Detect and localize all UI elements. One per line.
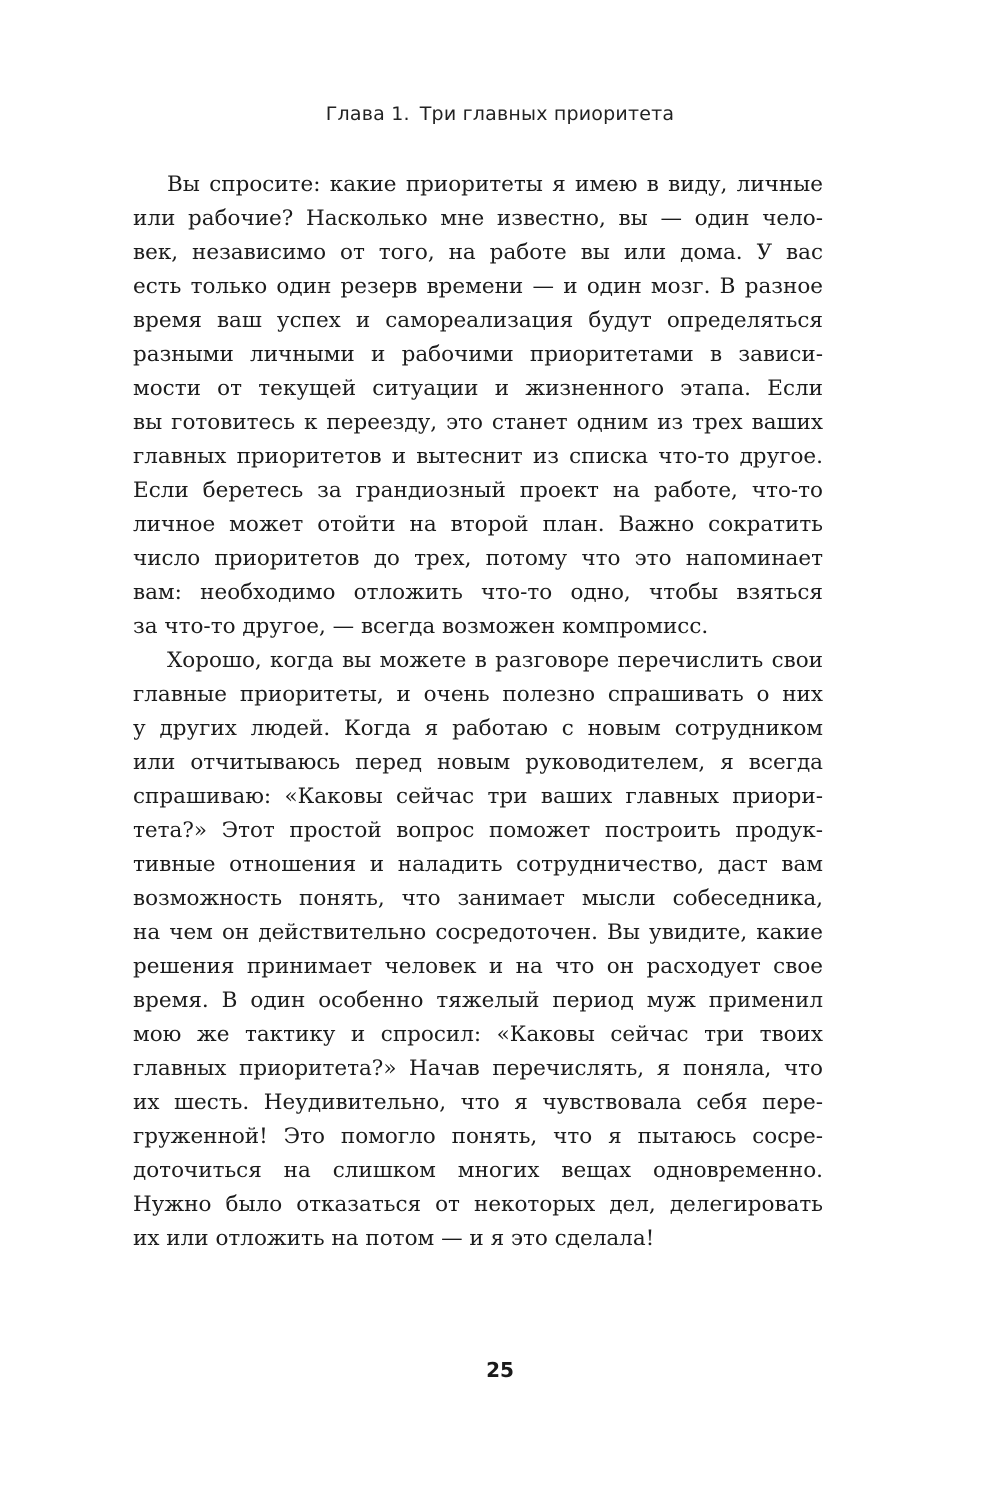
text-line: есть только один резерв времени — и один мозг. В разное: [133, 274, 823, 299]
page-number: 25: [486, 1358, 514, 1382]
text-line: у других людей. Когда я работаю с новым сотрудником: [133, 716, 823, 741]
text-line: за что-то другое, — всегда возможен компромисс.: [133, 614, 709, 639]
body-text: [133, 168, 823, 1256]
text-line: их шесть. Неудивительно, что я чувствовала себя пере-: [133, 1090, 823, 1115]
text-line: Хорошо, когда вы можете в разговоре перечислить свои: [167, 648, 823, 673]
text-line: доточиться на слишком многих вещах одновременно.: [133, 1158, 823, 1183]
text-line: груженной! Это помогло понять, что я пытаюсь сосре-: [133, 1124, 823, 1149]
text-line: вам: необходимо отложить что-то одно, чтобы взяться: [133, 580, 823, 605]
text-line: время. В один особенно тяжелый период муж применил: [133, 988, 823, 1013]
text-line: мости от текущей ситуации и жизненного этапа. Если: [133, 376, 823, 401]
paragraph-2: [133, 644, 823, 1256]
text-line: на чем он действительно сосредоточен. Вы увидите, какие: [133, 920, 823, 945]
text-line: главных приоритетов и вытеснит из списка что-то другое.: [133, 444, 823, 469]
text-line: их или отложить на потом — и я это сделала!: [133, 1226, 655, 1251]
chapter-title: Три главных приоритета: [419, 103, 675, 125]
text-line: тета?» Этот простой вопрос поможет построить продук-: [133, 818, 823, 843]
running-head: [0, 103, 1000, 125]
text-line: вы готовитесь к переезду, это станет одним из трех ваших: [133, 410, 823, 435]
text-line: Нужно было отказаться от некоторых дел, делегировать: [133, 1192, 823, 1217]
text-line: тивные отношения и наладить сотрудничество, даст вам: [133, 852, 823, 877]
text-line: главные приоритеты, и очень полезно спрашивать о них: [133, 682, 823, 707]
text-line: главных приоритета?» Начав перечислять, я поняла, что: [133, 1056, 823, 1081]
text-line: личное может отойти на второй план. Важно сократить: [133, 512, 823, 537]
text-line: Если беретесь за грандиозный проект на работе, что-то: [133, 478, 823, 503]
text-line: возможность понять, что занимает мысли собеседника,: [133, 886, 823, 911]
chapter-label: Глава 1.: [325, 103, 410, 125]
text-line: или отчитываюсь перед новым руководителем, я всегда: [133, 750, 823, 775]
text-line: спрашиваю: «Каковы сейчас три ваших главных приори-: [133, 784, 823, 809]
text-line: век, независимо от того, на работе вы или дома. У вас: [133, 240, 823, 265]
text-line: мою же тактику и спросил: «Каковы сейчас три твоих: [133, 1022, 823, 1047]
text-line: число приоритетов до трех, потому что это напоминает: [133, 546, 823, 571]
text-line: разными личными и рабочими приоритетами в зависи-: [133, 342, 823, 367]
text-line: время ваш успех и самореализация будут определяться: [133, 308, 823, 333]
text-line: решения принимает человек и на что он расходует свое: [133, 954, 823, 979]
paragraph-1: [133, 168, 823, 644]
text-line: или рабочие? Насколько мне известно, вы — один чело-: [133, 206, 823, 231]
text-line: Вы спросите: какие приоритеты я имею в виду, личные: [167, 172, 823, 197]
